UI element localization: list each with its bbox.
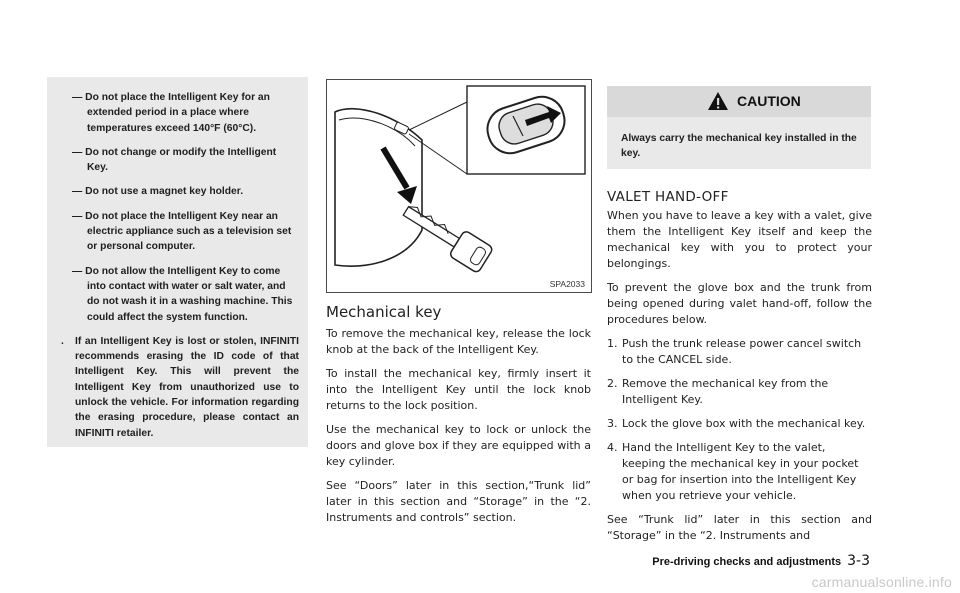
paragraph: To prevent the glove box and the trunk from being opened during valet hand-off, follow the procedures below. (607, 281, 872, 326)
paragraph: To remove the mechanical key, release the lock knob at the back of the Intelligent Key. (326, 327, 591, 356)
step-number: 1. (607, 337, 618, 350)
paragraph: When you have to leave a key with a valet, give them the Intelligent Key itself and keep the mechanical key with you to protect your belongings. (607, 209, 872, 270)
key-illustration (326, 79, 592, 293)
caution-title: CAUTION (737, 93, 801, 109)
step-number: 4. (607, 441, 618, 454)
mechanical-key-title: Mechanical key (326, 303, 442, 321)
paragraph: Use the mechanical key to lock or unlock the doors and glove box if they are equipped with a key cylinder. (326, 423, 591, 468)
caution-header (607, 86, 871, 117)
paragraph: See “Trunk lid” later in this section and “Storage” in the “2. Instruments and (607, 513, 872, 542)
footer-section-title: Pre-driving checks and adjustments (652, 556, 842, 568)
warning-item: — Do not allow the Intelligent Key to come into contact with water or salt water, and do not wash it in a washing machine. This could affect the system function. (72, 265, 293, 323)
warning-item: — Do not change or modify the Intelligent Key. (72, 146, 277, 174)
step-text: Hand the Intelligent Key to the valet, keeping the mechanical key in your pocket or bag for insertion into the Intelligent Key when you retrieve your vehicle. (622, 441, 859, 502)
paragraph: See “Doors” later in this section,“Trunk lid” later in this section and “Storage” in the “2. Instruments and controls” section. (326, 479, 591, 524)
step-item (607, 440, 872, 504)
step-text: Lock the glove box with the mechanical key. (622, 417, 866, 430)
step-item (607, 416, 872, 432)
warning-item: — Do not place the Intelligent Key for an extended period in a place where temperatures exceed 140°F (60°C). (72, 92, 270, 134)
step-text: Remove the mechanical key from the Intelligent Key. (622, 377, 829, 406)
valet-heading: VALET HAND-OFF (607, 189, 729, 205)
caution-body (607, 117, 871, 169)
paragraph: To install the mechanical key, firmly insert it into the Intelligent Key until the lock knob returns to the lock position. (326, 367, 591, 412)
warning-list (61, 90, 299, 441)
warning-item: — Do not use a magnet key holder. (72, 186, 244, 198)
bullet-item (61, 334, 299, 441)
page-number: 3-3 (847, 553, 870, 569)
intelligent-key-drawing (327, 80, 591, 292)
mechanical-key-body (326, 326, 591, 534)
caution-text: Always carry the mechanical key installed in the key. (621, 133, 857, 159)
page-footer (652, 553, 870, 569)
step-item (607, 336, 872, 368)
bullet-marker: . (61, 335, 64, 347)
step-text: Push the trunk release power cancel switch to the CANCEL side. (622, 337, 862, 366)
valet-body (607, 208, 872, 552)
watermark: carmanualsonline.info (811, 574, 952, 590)
step-number: 3. (607, 417, 618, 430)
valet-steps (607, 336, 872, 504)
bullet-text: If an Intelligent Key is lost or stolen, INFINITI recommends erasing the ID code of that Intelligent Key. This will prevent the Intelligent Key from unauthorized use to unlock the vehicle. For information regarding the erasing procedure, please contact an INFINITI retailer. (75, 335, 299, 439)
figure-caption: SPA2033 (549, 279, 585, 289)
step-item (607, 376, 872, 408)
warning-triangle-icon (707, 91, 729, 111)
step-number: 2. (607, 377, 618, 390)
warning-box (47, 77, 308, 447)
warning-item: — Do not place the Intelligent Key near an electric appliance such as a television set or personal computer. (72, 210, 292, 253)
